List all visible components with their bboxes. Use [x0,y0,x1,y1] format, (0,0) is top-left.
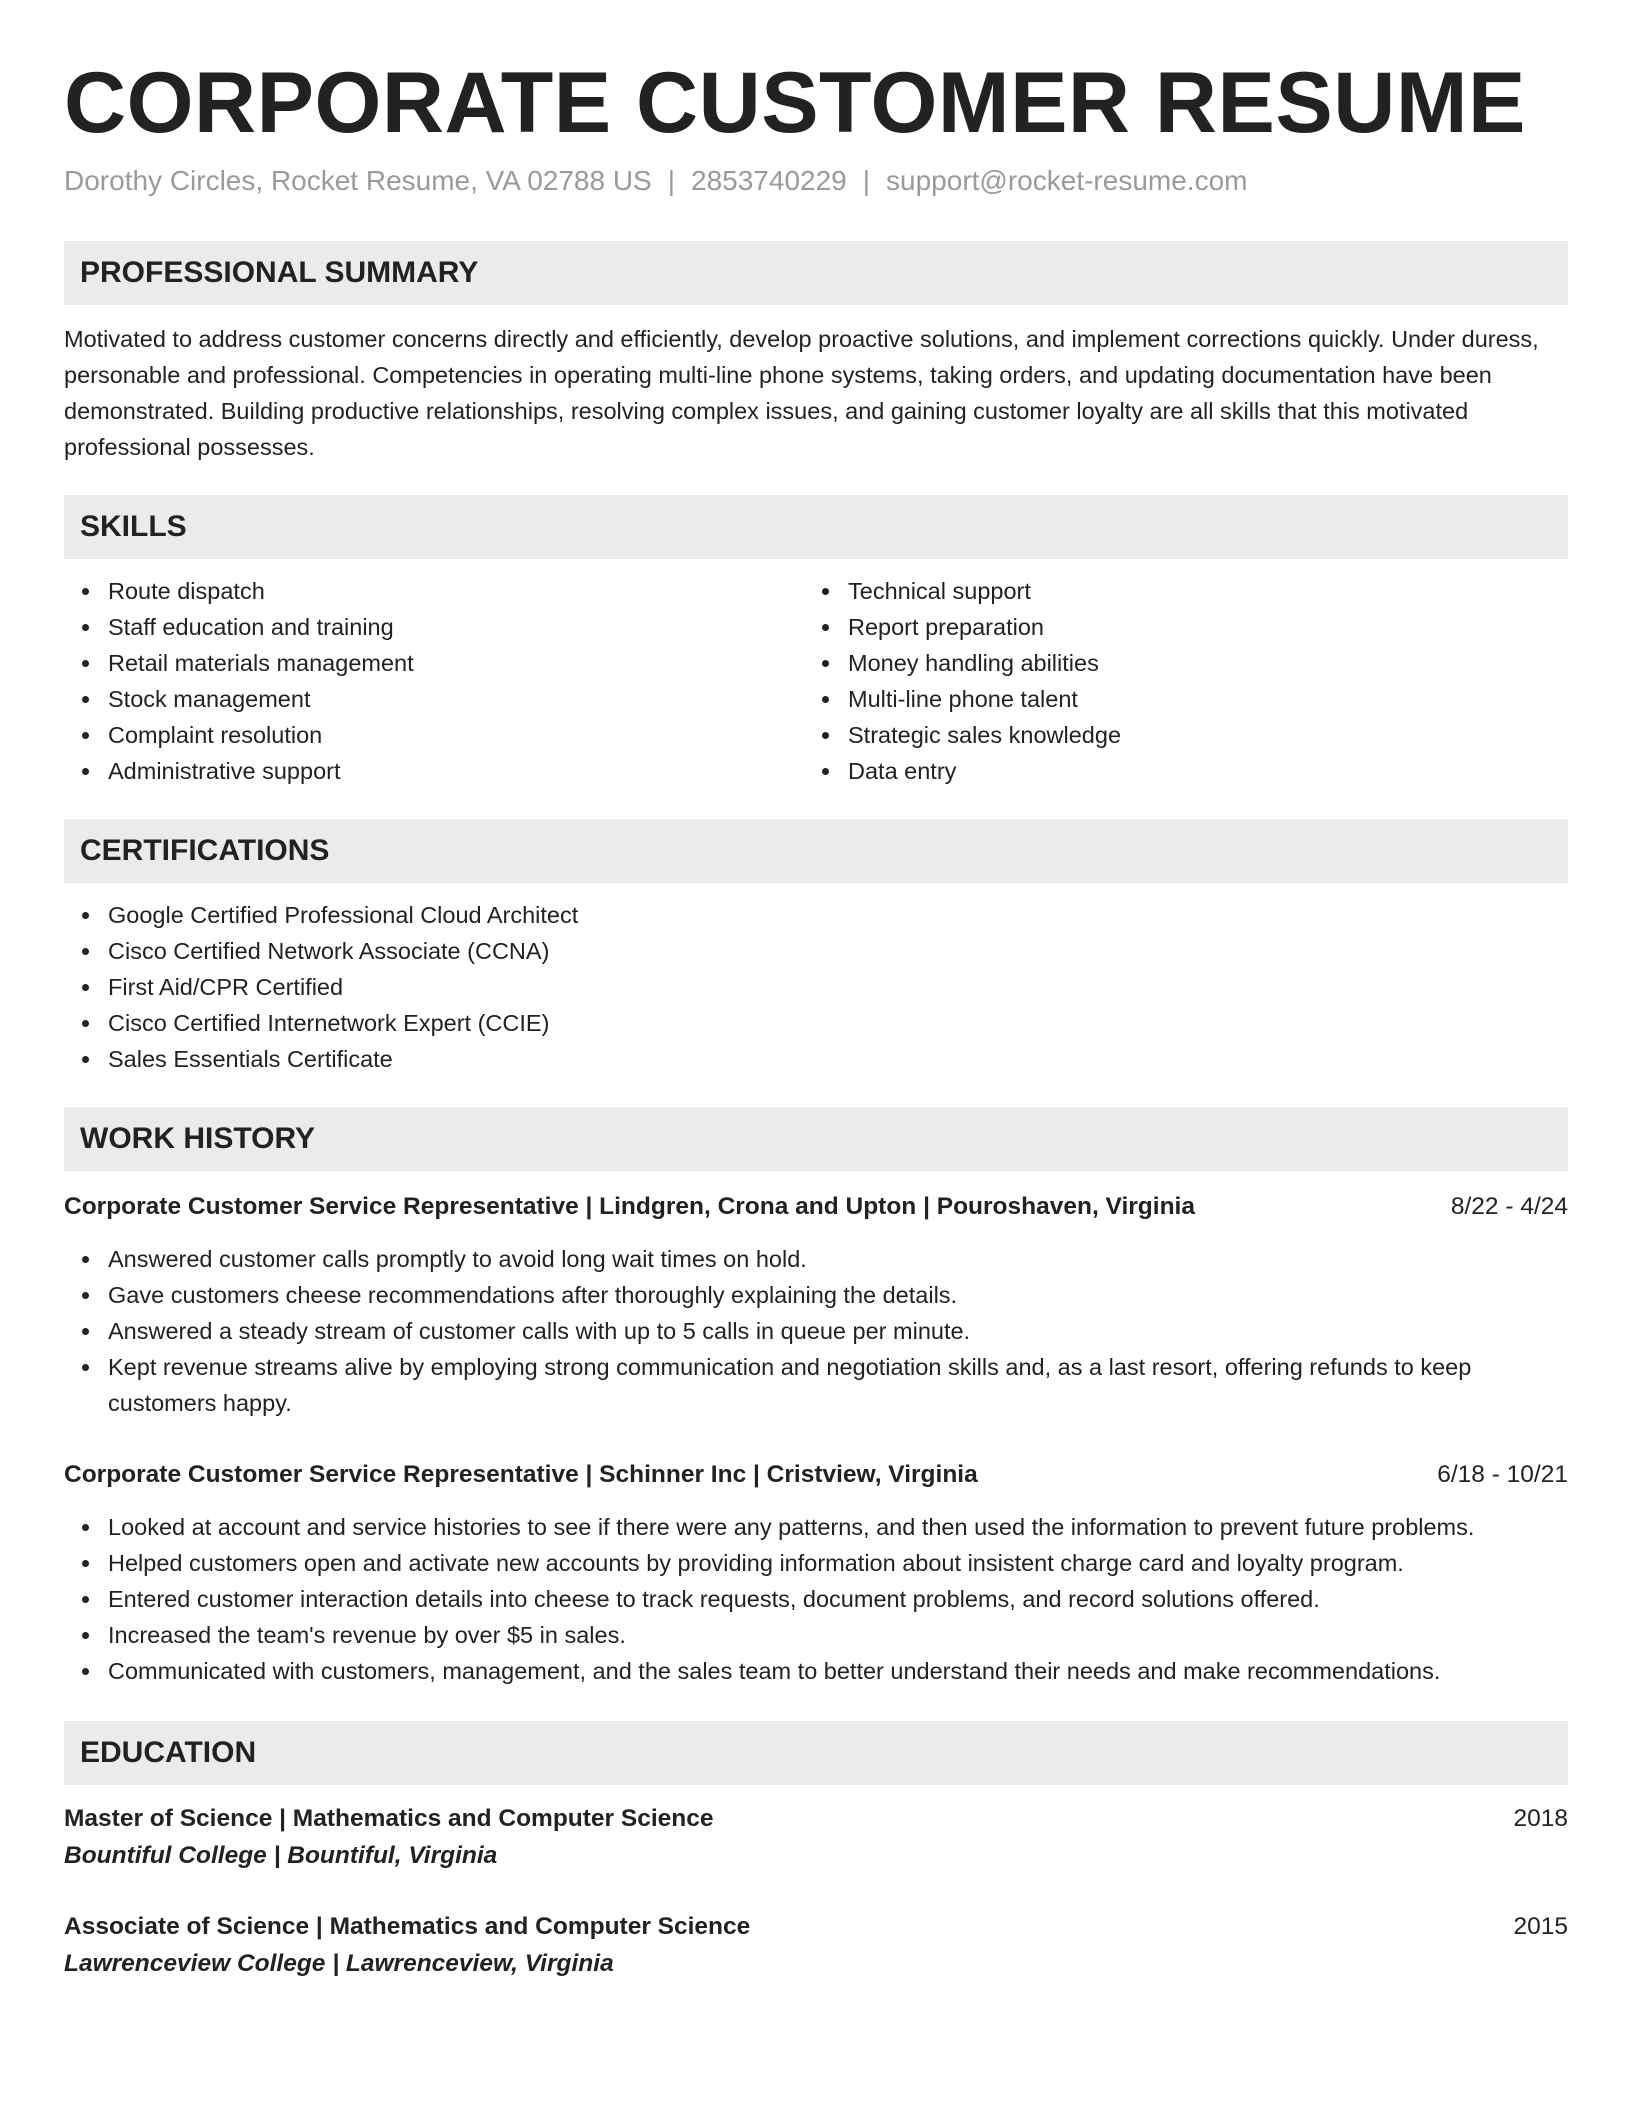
skill-item: Money handling abilities [804,645,1544,681]
skill-item: Complaint resolution [64,717,804,753]
job-bullet: Answered a steady stream of customer calls with up to 5 calls in queue per minute. [64,1313,1568,1349]
section-header-summary: PROFESSIONAL SUMMARY [64,241,1568,305]
skill-item: Strategic sales knowledge [804,717,1544,753]
education-entry [64,1801,1568,1875]
job-header [64,1189,1568,1225]
section-header-work-history: WORK HISTORY [64,1107,1568,1171]
skill-item: Staff education and training [64,609,804,645]
job-bullet: Helped customers open and activate new accounts by providing information about insistent charge card and loyalty program. [64,1545,1568,1581]
contact-line [64,165,1568,197]
contact-email: support@rocket-resume.com [886,164,1248,196]
skill-item: Retail materials management [64,645,804,681]
skill-item: Data entry [804,753,1544,789]
education-year: 2018 [1513,1804,1568,1832]
job-bullet: Communicated with customers, management, and the sales team to better understand their needs and make recommendations. [64,1653,1568,1689]
skill-item: Technical support [804,573,1544,609]
contact-separator: | [667,164,676,196]
job-entry [64,1457,1568,1689]
job-bullet: Gave customers cheese recommendations after thoroughly explaining the details. [64,1277,1568,1313]
skill-item: Administrative support [64,753,804,789]
certifications-list [64,897,1568,1077]
job-title: Corporate Customer Service Representative | Schinner Inc | Cristview, Virginia [64,1460,978,1488]
skill-item: Report preparation [804,609,1544,645]
job-bullet: Increased the team's revenue by over $5 in sales. [64,1617,1568,1653]
education-degree: Master of Science | Mathematics and Computer Science [64,1804,714,1832]
job-bullet: Answered customer calls promptly to avoid long wait times on hold. [64,1241,1568,1277]
section-header-education: EDUCATION [64,1721,1568,1785]
job-title: Corporate Customer Service Representative | Lindgren, Crona and Upton | Pouroshaven, Virginia [64,1192,1195,1220]
contact-separator: | [862,164,871,196]
section-header-certifications: CERTIFICATIONS [64,819,1568,883]
job-dates: 6/18 - 10/21 [1437,1460,1568,1488]
contact-phone: 2853740229 [691,164,847,196]
education-entry [64,1909,1568,1983]
education-school: Lawrenceview College | Lawrenceview, Virginia [64,1949,614,1977]
certification-item: First Aid/CPR Certified [64,969,1568,1005]
resume-title: CORPORATE CUSTOMER RESUME [64,55,1526,151]
job-bullet: Kept revenue streams alive by employing strong communication and negotiation skills and, as a last resort, offering refunds to keep customers happy. [64,1349,1568,1421]
certification-item: Google Certified Professional Cloud Architect [64,897,1568,933]
job-dates: 8/22 - 4/24 [1450,1192,1568,1220]
skills-column-right [804,573,1544,789]
skill-item: Route dispatch [64,573,804,609]
certification-item: Cisco Certified Internetwork Expert (CCIE) [64,1005,1568,1041]
job-bullets [64,1241,1568,1421]
education-year: 2015 [1513,1912,1568,1940]
education-header [64,1801,1568,1837]
education-degree: Associate of Science | Mathematics and Computer Science [64,1912,751,1940]
section-header-skills: SKILLS [64,495,1568,559]
job-bullet: Looked at account and service histories to see if there were any patterns, and then used the information to prevent future problems. [64,1509,1568,1545]
job-bullet: Entered customer interaction details into cheese to track requests, document problems, and record solutions offered. [64,1581,1568,1617]
job-header [64,1457,1568,1493]
job-bullets [64,1509,1568,1689]
certification-item: Sales Essentials Certificate [64,1041,1568,1077]
skill-item: Multi-line phone talent [804,681,1544,717]
skills-list [64,573,1568,789]
contact-address: Dorothy Circles, Rocket Resume, VA 02788 US [64,164,652,196]
education-school: Bountiful College | Bountiful, Virginia [64,1841,498,1869]
job-entry [64,1189,1568,1421]
skill-item: Stock management [64,681,804,717]
certification-item: Cisco Certified Network Associate (CCNA) [64,933,1568,969]
skills-column-left [64,573,804,789]
summary-text: Motivated to address customer concerns directly and efficiently, develop proactive solutions, and implement corrections quickly. Under duress, personable and professional. Competencies in operating multi-line phone systems, taking orders, and updating documentation have been demonstrated. Building productive relationships, resolving complex issues, and gaining customer loyalty are all skills that this motivated professional possesses. [64,325,1539,460]
education-header [64,1909,1568,1945]
